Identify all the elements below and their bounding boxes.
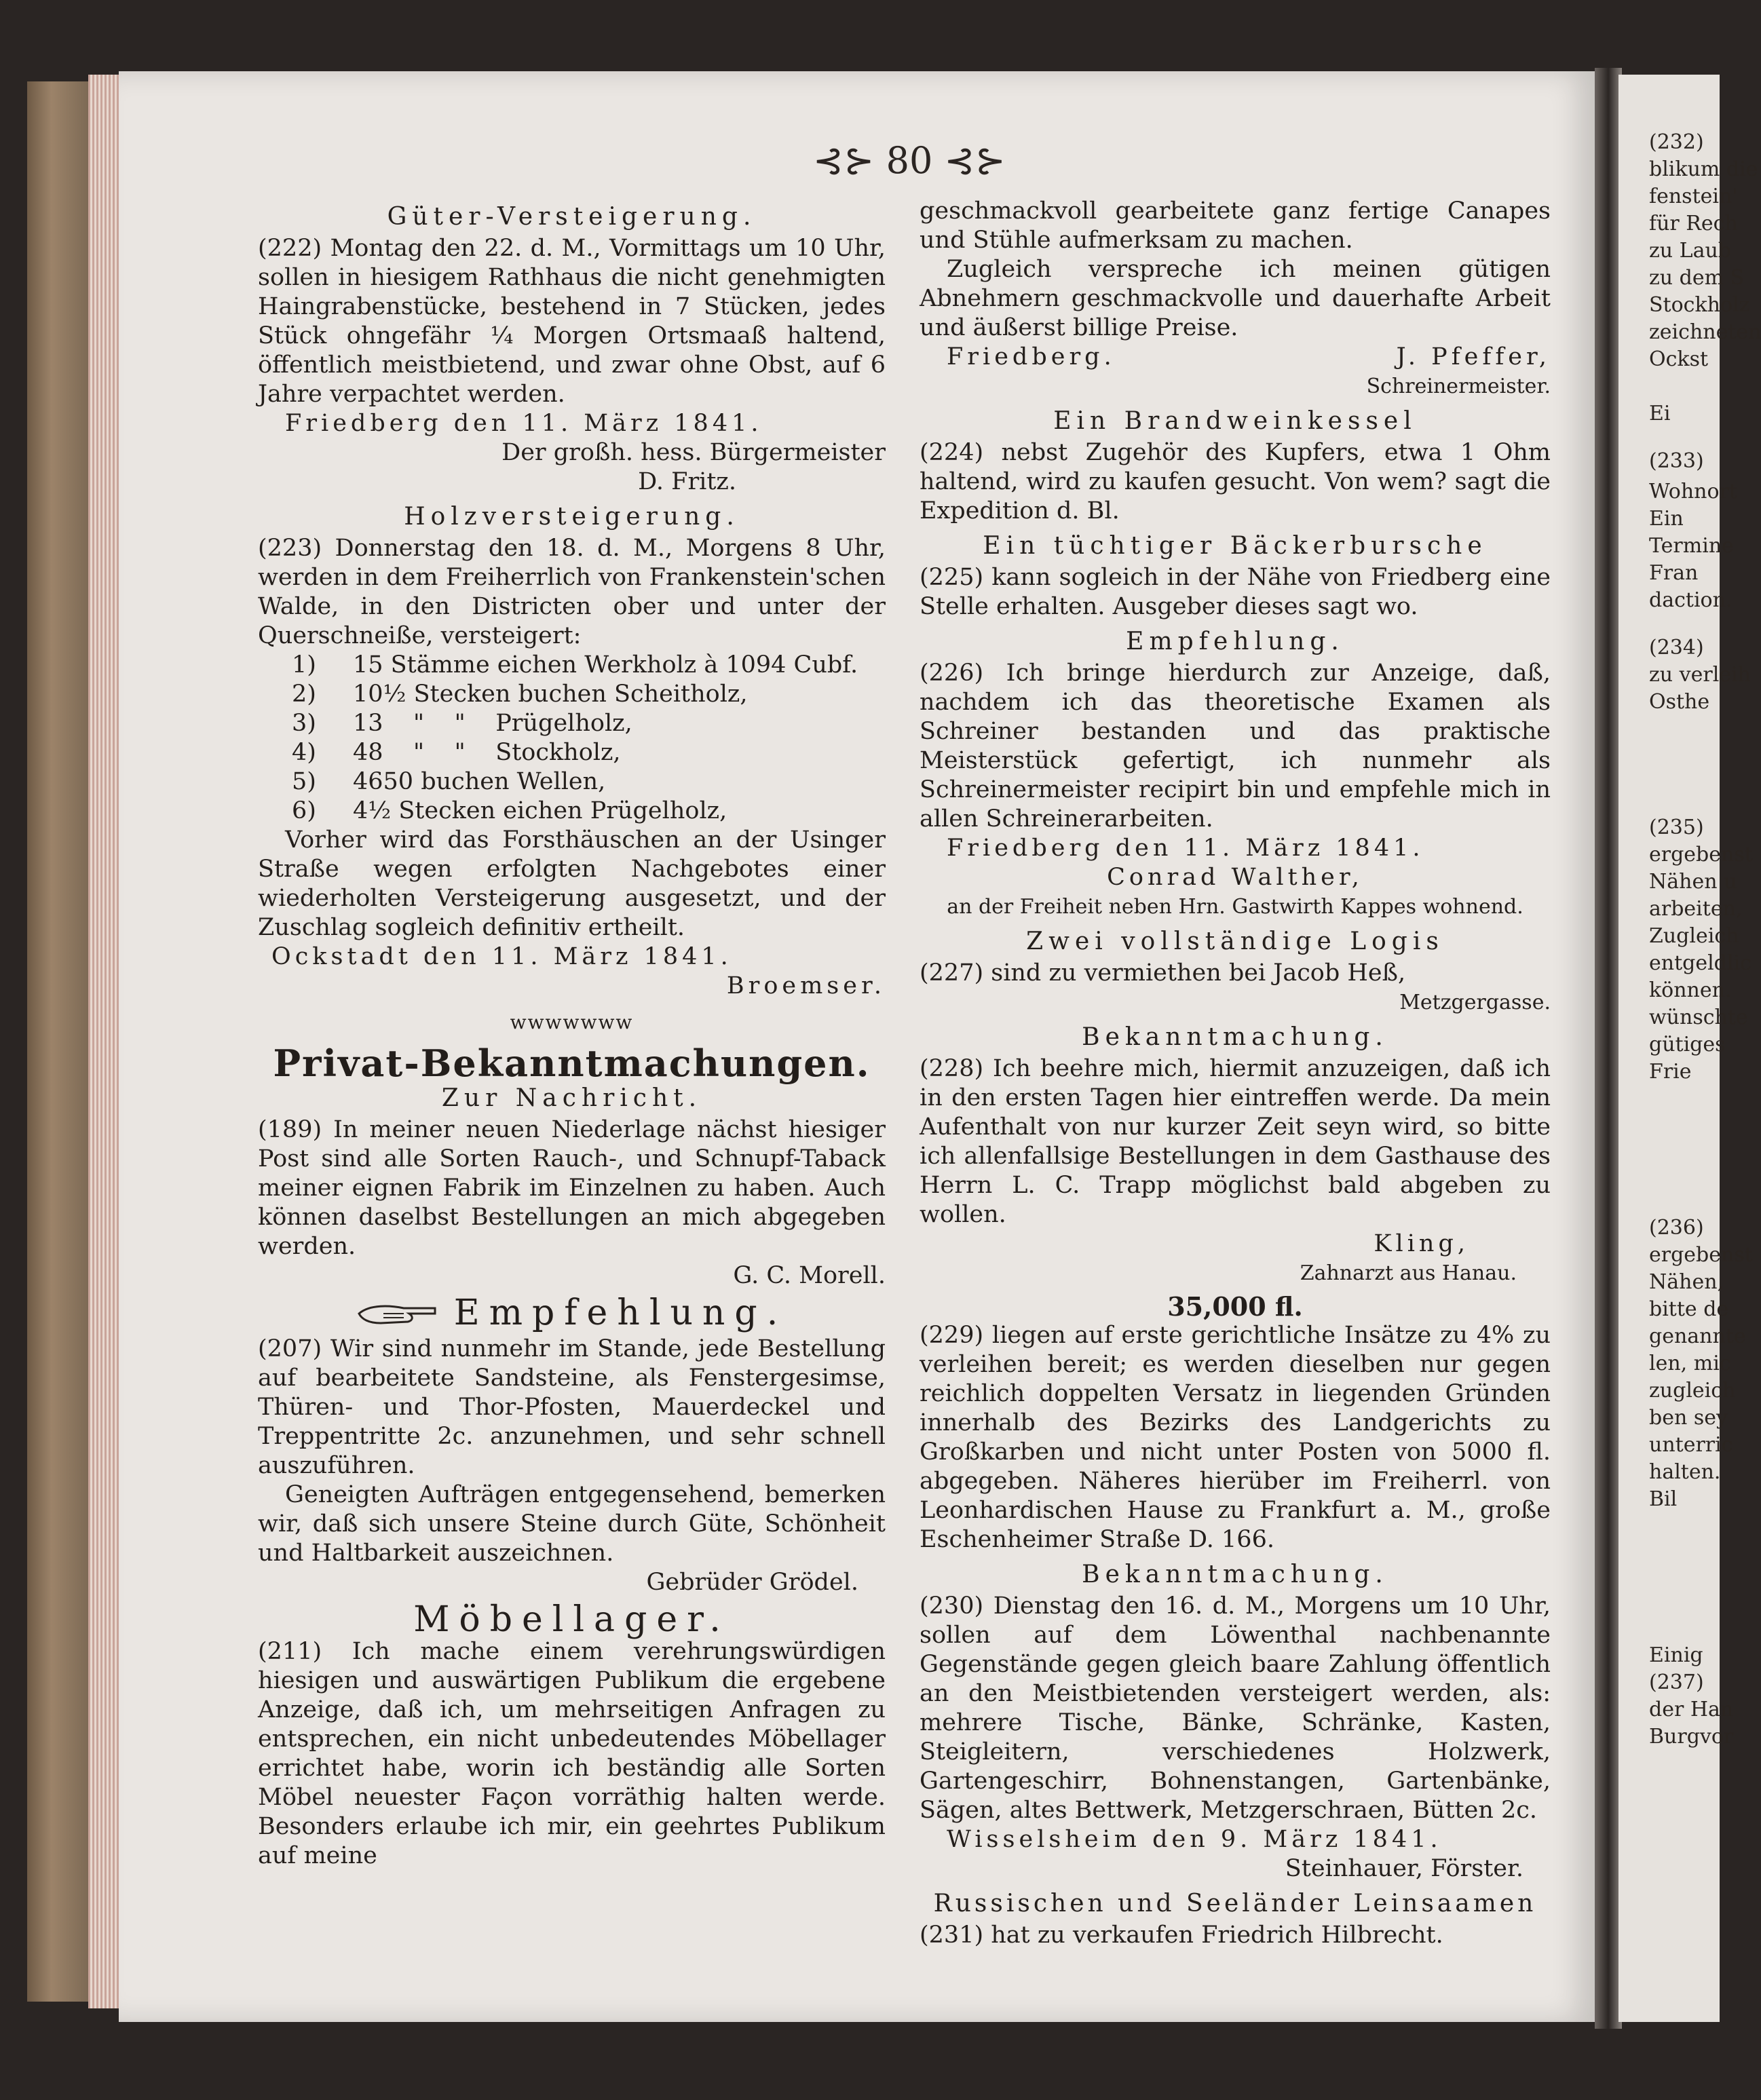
- notice-222: (222) Montag den 22. d. M., Vormittags um 10 Uhr, sollen in hiesigem Rathhaus die nicht genehmigten Haingrabenstücke, bestehend in 7 Stücken, jedes Stück ohngefähr ¼ Morgen Ortsmaaß haltend, öffentlich meistbietend, und zwar ohne Obst, auf 6 Jahre verpachtet werden.: [258, 235, 886, 408]
- heading-holzversteigerung: Holzversteigerung.: [404, 503, 740, 531]
- next-page-text-fragment: zu Laub: [1649, 239, 1731, 263]
- heading-bekanntmachung-228: Bekanntmachung.: [1082, 1023, 1388, 1051]
- next-page-text-fragment: ergebenst: [1649, 843, 1753, 866]
- section-divider: wwwwwww: [510, 1011, 634, 1033]
- pointing-hand-icon: [356, 1299, 438, 1332]
- next-page-text-fragment: Wohnort: [1649, 480, 1737, 503]
- notice-222-signature-name: D. Fritz.: [638, 468, 736, 495]
- next-page-text-fragment: Frie: [1649, 1060, 1692, 1084]
- next-page-text-fragment: können.: [1649, 978, 1732, 1002]
- notice-223-continuation: Vorher wird das Forsthäuschen an der Usinger Straße wegen erfolgten Nachgebotes einer wiederholten Versteigerung ausgesetzt, und der Zuschlag sogleich definitiv ertheilt.: [258, 826, 886, 941]
- next-page-text-fragment: len, mic: [1649, 1352, 1731, 1375]
- notice-222-signature-title: Der großh. hess. Bürgermeister: [501, 439, 886, 466]
- next-page-text-fragment: für Rech: [1649, 212, 1738, 235]
- notice-207: (207) Wir sind nunmehr im Stande, jede Bestellung auf bearbeitete Sandsteine, als Fenstergesimse, Thüren- und Thor-Pfosten, Mauerdeckel und Treppentritte 2c. anzunehmen, und sehr schnell auszuführen.: [258, 1335, 886, 1479]
- notice-226: (226) Ich bringe hierdurch zur Anzeige, daß, nachdem ich das theoretische Examen als Schreiner bestanden und das praktische Meisterstück gefertigt, ich nunmehr als Schreinermeister recipirt bin und empfehle mich in allen Schreinerarbeiten.: [920, 660, 1551, 833]
- next-page-text-fragment: arbeiten,: [1649, 897, 1743, 921]
- heading-zur-nachricht: Zur Nachricht.: [441, 1084, 702, 1112]
- next-page-text-fragment: fenstein': [1649, 185, 1738, 208]
- list-item: 2) 10½ Stecken buchen Scheitholz,: [292, 681, 748, 708]
- heading-logis: Zwei vollständige Logis: [1026, 928, 1444, 955]
- notice-225: (225) kann sogleich in der Nähe von Friedberg eine Stelle erhalten. Ausgeber dieses sagt wo.: [920, 564, 1551, 620]
- next-page-text-fragment: Bil: [1649, 1487, 1678, 1511]
- next-page-fragment: [1618, 75, 1761, 2022]
- heading-empfehlung-226: Empfehlung.: [1126, 628, 1344, 655]
- list-item: 1) 15 Stämme eichen Werkholz à 1094 Cubf.: [292, 651, 858, 679]
- next-page-text-fragment: Stockholz: [1649, 293, 1750, 317]
- notice-211-signature-line: Friedberg. J. Pfeffer,: [947, 343, 1551, 370]
- notice-207-signature: Gebrüder Grödel.: [646, 1569, 858, 1596]
- notice-189-signature: G. C. Morell.: [733, 1262, 886, 1289]
- next-page-text-fragment: genannte: [1649, 1324, 1746, 1348]
- heading-bekanntmachung-230: Bekanntmachung.: [1082, 1561, 1388, 1588]
- next-page-text-fragment: zugleich: [1649, 1379, 1736, 1402]
- next-page-text-fragment: gütiges: [1649, 1033, 1726, 1056]
- notice-223-signature: Broemser.: [726, 972, 886, 999]
- next-page-text-fragment: (234): [1649, 636, 1704, 660]
- heading-leinsaamen: Russischen und Seeländer Leinsaamen: [933, 1890, 1537, 1917]
- book-gutter: [1595, 68, 1622, 2029]
- list-item: 3) 13 " " Prügelholz,: [292, 710, 632, 737]
- heading-moebellager: Möbellager.: [413, 1599, 730, 1640]
- notice-222-date: Friedberg den 11. März 1841.: [285, 410, 763, 437]
- notice-226-address: an der Freiheit neben Hrn. Gastwirth Kappes wohnend.: [947, 895, 1523, 919]
- next-page-text-fragment: zu verleih: [1649, 663, 1751, 687]
- next-page-text-fragment: (235): [1649, 816, 1704, 839]
- notice-228: (228) Ich beehre mich, hiermit anzuzeigen, daß ich in den ersten Tagen hier eintreffen werde. Da mein Aufenthalt von nur kurzer Zeit seyn wird, so bitte ich allenfallsige Bestellungen in dem Gasthause des Herrn L. C. Trapp möglichst bald abgeben zu wollen.: [920, 1055, 1551, 1228]
- list-item: 5) 4650 buchen Wellen,: [292, 768, 606, 795]
- ornament-left-icon: ⊰⊱: [812, 139, 886, 182]
- next-page-text-fragment: entgeldlic: [1649, 951, 1751, 975]
- left-column: [258, 197, 886, 1871]
- wood-list: [258, 651, 886, 826]
- next-page-text-fragment: ben sey: [1649, 1406, 1728, 1430]
- heading-gueter-versteigerung: Güter-Versteigerung.: [387, 203, 757, 231]
- next-page-text-fragment: Ein: [1649, 507, 1684, 531]
- next-page-text-fragment: Einig: [1649, 1643, 1703, 1667]
- next-page-text-fragment: blikum die: [1649, 157, 1758, 181]
- list-item: 4) 48 " " Stockholz,: [292, 739, 621, 766]
- next-page-text-fragment: wünschte: [1649, 1006, 1748, 1029]
- notice-228-signature-title: Zahnarzt aus Hanau.: [1300, 1261, 1517, 1285]
- next-page-text-fragment: Fran: [1649, 561, 1699, 585]
- notice-211-continuation: geschmackvoll gearbeitete ganz fertige Canapes und Stühle aufmerksam zu machen.: [920, 197, 1551, 254]
- next-page-text-fragment: Nähen,: [1649, 1270, 1724, 1294]
- notice-230: (230) Dienstag den 16. d. M., Morgens um 10 Uhr, sollen auf dem Löwenthal nachbenannte Gegenstände gegen gleich baare Zahlung öffentlich an den Meistbietenden versteigert werden, als: mehrere Tische, Bänke, Schränke, Kasten, Steigleitern, verschiedenes Holzwerk, Gartengeschirr, Bohnenstangen, Gartenbänke, Sägen, altes Bettwerk, Metzgerschraen, Bütten 2c.: [920, 1592, 1551, 1824]
- next-page-text-fragment: (237): [1649, 1671, 1704, 1694]
- notice-230-signature: Steinhauer, Förster.: [1285, 1855, 1523, 1882]
- next-page-text-fragment: ergebenst: [1649, 1243, 1753, 1267]
- page-edges: [88, 75, 122, 2008]
- notice-189: (189) In meiner neuen Niederlage nächst hiesiger Post sind alle Sorten Rauch-, und Schnupf-Taback meiner eignen Fabrik im Einzelnen zu haben. Auch können daselbst Bestellungen an mich abgegeben werden.: [258, 1116, 886, 1260]
- heading-baeckerbursche: Ein tüchtiger Bäckerbursche: [983, 532, 1488, 560]
- notice-207-continuation: Geneigten Aufträgen entgegensehend, bemerken wir, daß sich unsere Steine durch Güte, Schönheit und Haltbarkeit auszeichnen.: [258, 1481, 886, 1567]
- next-page-text-fragment: der Han: [1649, 1698, 1734, 1721]
- next-page-text-fragment: Burgvor: [1649, 1725, 1734, 1749]
- next-page-text-fragment: Osthe: [1649, 690, 1710, 714]
- notice-227-address: Metzgergasse.: [1399, 991, 1551, 1014]
- notice-229: (229) liegen auf erste gerichtliche Insätze zu 4% zu verleihen bereit; es werden dieselben nur gegen reichlich doppelten Versatz in liegenden Gründen innerhalb des Bezirks des Landgerichts zu Großkarben und nicht unter Posten von 5000 fl. abgegeben. Näheres hierüber im Freiherrl. von Leonhardischen Hause zu Frankfurt a. M., große Eschenheimer Straße D. 166.: [920, 1322, 1551, 1553]
- notice-227: (227) sind zu vermiethen bei Jacob Heß,: [920, 959, 1406, 987]
- next-page-text-fragment: Ockst: [1649, 347, 1709, 371]
- next-page-text-fragment: bitte de: [1649, 1297, 1729, 1321]
- notice-223-date: Ockstadt den 11. März 1841.: [271, 943, 732, 970]
- next-page-text-fragment: zeichneten: [1649, 320, 1761, 344]
- next-page-text-fragment: daction.: [1649, 588, 1732, 612]
- notice-224: (224) nebst Zugehör des Kupfers, etwa 1 Ohm haltend, wird zu kaufen gesucht. Von wem? sagt die Expedition d. Bl.: [920, 439, 1551, 524]
- next-page-text-fragment: Zugleich: [1649, 924, 1739, 948]
- next-page-text-fragment: (232): [1649, 130, 1704, 154]
- next-page-text-fragment: (233): [1649, 449, 1704, 473]
- heading-empfehlung-207: Empfehlung.: [258, 1299, 886, 1332]
- next-page-text-fragment: zu dem S: [1649, 266, 1745, 290]
- next-page-text-fragment: Ei: [1649, 402, 1671, 425]
- notice-226-date: Friedberg den 11. März 1841.: [947, 835, 1424, 862]
- heading-privat-bekanntmachungen: Privat-Bekanntmachungen.: [273, 1042, 871, 1085]
- right-column: [920, 197, 1551, 1950]
- notice-231: (231) hat zu verkaufen Friedrich Hilbrecht.: [920, 1922, 1443, 1949]
- notice-223: (223) Donnerstag den 18. d. M., Morgens 8 Uhr, werden in dem Freiherrlich von Frankenstein'schen Walde, in den Districten ober und unter der Querschneiße, versteigert:: [258, 535, 886, 649]
- next-page-text-fragment: halten.: [1649, 1460, 1721, 1484]
- notice-211: (211) Ich mache einem verehrungswürdigen hiesigen und auswärtigen Publikum die ergebene Anzeige, daß ich, um mehrseitigen Anfragen zu entsprechen, ein nicht unbedeutendes Möbellager errichtet habe, worin ich beständig alle Sorten Möbel neuester Façon vorräthig halten werde. Besonders erlaube ich mir, ein geehrtes Publikum auf meine: [258, 1638, 886, 1869]
- next-page-text-fragment: unterric: [1649, 1433, 1733, 1457]
- next-page-text-fragment: Termine: [1649, 534, 1734, 558]
- ornament-right-icon: ⊰⊱: [932, 139, 1006, 182]
- notice-226-signature: Conrad Walther,: [1107, 864, 1363, 891]
- list-item: 6) 4½ Stecken eichen Prügelholz,: [292, 797, 727, 824]
- heading-brandweinkessel: Ein Brandweinkessel: [1053, 407, 1417, 435]
- next-page-text-fragment: (236): [1649, 1216, 1704, 1240]
- notice-211-signature-title: Schreinermeister.: [1366, 375, 1551, 398]
- loan-amount: 35,000 fl.: [1167, 1291, 1303, 1322]
- page-number: ⊰⊱ 80 ⊰⊱: [812, 139, 1006, 182]
- next-page-text-fragment: Nähen u: [1649, 870, 1737, 894]
- notice-228-signature: Kling,: [1374, 1230, 1469, 1257]
- notice-230-date: Wisselsheim den 9. März 1841.: [947, 1826, 1442, 1853]
- book-spine: [27, 81, 88, 2002]
- notice-211-second-paragraph: Zugleich verspreche ich meinen gütigen Abnehmern geschmackvolle und dauerhafte Arbeit und äußerst billige Preise.: [920, 256, 1551, 341]
